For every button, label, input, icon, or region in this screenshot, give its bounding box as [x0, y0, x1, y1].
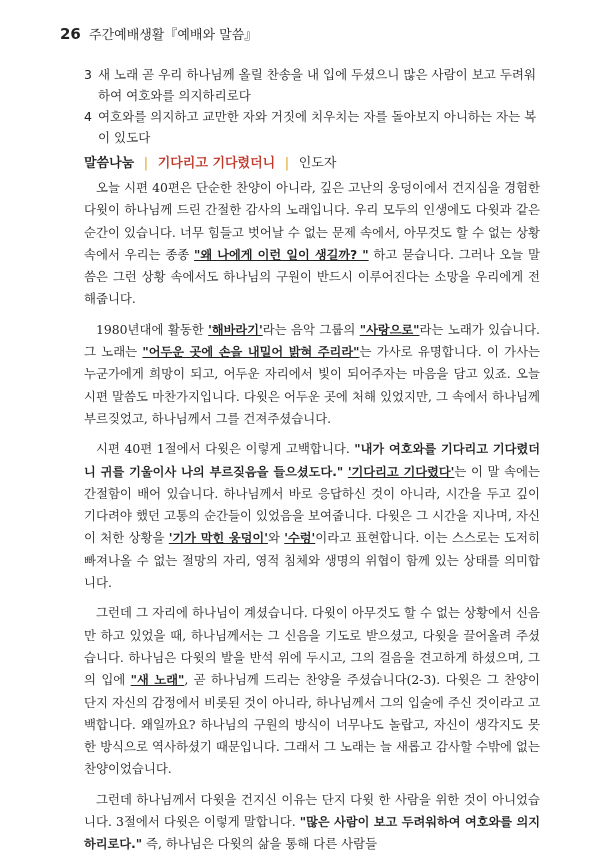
- text-run: 는 이 말 속에는 간절함이 배어 있습니다. 하나님께서 바로 응답하신 것이 아니라, 시간을 두고 깊이 기다려야 했던 고통의 순간들이 있었음을 보여줍니다. 다윗은 그 시간을 지나며, 자신이 처한 상황을: [84, 463, 540, 546]
- verse-number: 3: [84, 67, 92, 82]
- sermon-body: [84, 177, 540, 864]
- text-run: 와: [267, 530, 285, 546]
- bold-quote: "많은 사람이 보고 두려워하여 여호와를 의지하리로다.": [84, 815, 541, 852]
- paragraph-4: [84, 602, 540, 780]
- bold-quote: "내가 여호와를 기다리고 기다렸더니 귀를 기울이사 나의 부르짖음을 들으셨도다.": [84, 442, 540, 479]
- verse-4: [84, 106, 544, 148]
- page-header: [60, 24, 257, 43]
- text-run: 는 가사로 유명합니다. 이 가사는 누군가에게 희망이 되고, 어두운 자리에서 빛이 되어주자는 마음을 담고 있죠. 오늘 시편 말씀도 마찬가지입니다. 다윗은 어두운 곳에 처해 있었지만, 그 속에서 하나님께 부르짖었고, 하나님께서 그를 건져주셨습니다.: [84, 344, 541, 426]
- text-run: 이라고 표현합니다. 이는 스스로는 도저히 빠져나올 수 없는 절망의 자리, 영적 침체와 생명의 위협이 함께 있는 상태를 의미합니다.: [84, 530, 540, 591]
- emphasis-quote: '기다리고 기다렸다': [347, 464, 455, 479]
- emphasis-quote: "어두운 곳에 손을 내밀어 밝혀 주리라": [142, 345, 360, 360]
- text-run: 시편 40편 1절에서 다윗은 이렇게 고백합니다.: [96, 441, 355, 457]
- emphasis-quote: '기가 막힌 웅덩이': [168, 531, 268, 546]
- text-run: 그런데 하나님께서 다윗을 건지신 이유는 단지 다윗 한 사람을 위한 것이 아니었습니다. 3절에서 다윗은 이렇게 말합니다.: [84, 791, 540, 830]
- section-heading: [84, 152, 336, 171]
- paragraph-2: [84, 319, 540, 430]
- paragraph-5: [84, 789, 540, 856]
- emphasis-quote: '해바라기': [208, 322, 263, 337]
- section-separator: |: [143, 156, 149, 171]
- emphasis-quote: "사랑으로": [359, 322, 420, 337]
- section-title: 기다리고 기다렸더니: [157, 156, 276, 171]
- text-run: , 곧 하나님께 드리는 찬양을 주셨습니다(2-3). 다윗은 그 찬양이 단지 자신의 감정에서 비롯된 것이 아니라, 하나님께서 그의 입술에 주신 것이라고 고백합니다. 왜일까요? 하나님의 구원의 방식이 너무나도 놀랍고, 자신이 생각지도 못한 방식으로 역사하셨기 때문입니다. 그래서 그 노래는 늘 새롭고 감사할 수밖에 없는 찬양이었습니다.: [84, 672, 540, 777]
- verse-text: 새 노래 곧 우리 하나님께 올릴 찬송을 내 입에 두셨으니 많은 사람이 보고 두려워하여 여호와를 의지하리로다: [98, 67, 537, 103]
- text-run: 라는 노래가 있습니다. 그 노래는: [84, 321, 540, 360]
- section-label: 말씀나눔: [84, 156, 135, 171]
- text-run: 라는 음악 그룹의: [262, 321, 360, 337]
- text-run: 그런데 그 자리에 하나님이 계셨습니다. 다윗이 아무것도 할 수 없는 상황에서 신음만 하고 있었을 때, 하나님께서는 그 신음을 기도로 받으셨고, 다윗을 끌어올려 주셨습니다. 하나님은 다윗의 발을 반석 위에 두시고, 그의 걸음을 견고하게 하셨으며, 그의 입에: [84, 605, 540, 688]
- section-separator: |: [284, 156, 290, 171]
- page-number: 26: [60, 25, 81, 43]
- paragraph-3: [84, 438, 540, 594]
- text-run: 1980년대에 활동한: [96, 321, 209, 337]
- text-run: 즉, 하나님은 다윗의 삶을 통해 다른 사람들: [142, 836, 378, 852]
- verse-3: [84, 64, 544, 106]
- verse-number: 4: [84, 109, 92, 124]
- verse-text: 여호와를 의지하고 교만한 자와 거짓에 치우치는 자를 돌아보지 아니하는 자는 복이 있도다: [98, 109, 537, 145]
- scripture-verses: [84, 64, 544, 148]
- text-run: 오늘 시편 40편은 단순한 찬양이 아니라, 깊은 고난의 웅덩이에서 건지심을 경험한 다윗이 하나님께 드린 간절한 감사의 노래입니다. 우리 모두의 인생에도 다윗과 같은 순간이 있습니다. 너무 힘들고 벗어날 수 없는 문제 속에서, 아무것도 할 수 없는 상황 속에서 우리는 종종: [84, 180, 540, 262]
- running-title: 주간예배생활『예배와 말씀』: [89, 28, 258, 43]
- text-run: 하고 묻습니다. 그러나 오늘 말씀은 그런 상황 속에서도 하나님의 구원이 반드시 이루어진다는 소망을 우리에게 전해줍니다.: [84, 246, 540, 307]
- emphasis-quote: "왜 나에게 이런 일이 생길까? ": [194, 247, 369, 262]
- emphasis-quote: "새 노래": [130, 673, 185, 688]
- paragraph-1: [84, 177, 540, 311]
- section-author: 인도자: [298, 156, 337, 171]
- emphasis-quote: '수렁': [284, 531, 316, 546]
